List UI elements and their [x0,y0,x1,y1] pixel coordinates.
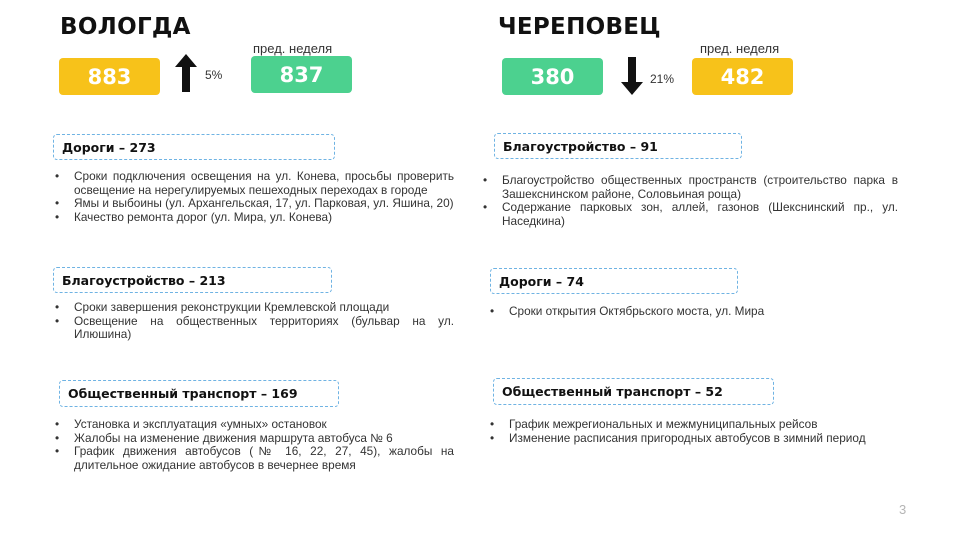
vologda-previous-value: 837 [251,56,352,93]
vologda-category-improvement: Благоустройство – 213 [53,267,332,293]
list-item: • График движения автобусов (№ 16, 22, 27, 45), жалобы на длительное ожидание автобусов в вечернее время [52,445,454,472]
cherepovets-category-roads: Дороги – 74 [490,268,738,294]
list-item: • Сроки завершения реконструкции Кремлевской площади [52,301,454,315]
list-item: • График межрегиональных и межмуниципальных рейсов [487,418,910,432]
cherepovets-title: ЧЕРЕПОВЕЦ [498,14,661,40]
list-item: • Качество ремонта дорог (ул. Мира, ул. Конева) [52,211,454,225]
cherepovets-transport-list [487,418,910,445]
vologda-prev-label: пред. неделя [253,41,333,56]
vologda-transport-list [52,418,454,473]
list-item: • Благоустройство общественных пространств (строительство парка в Зашекснинском районе, Соловьиная роща) [480,174,898,201]
cherepovets-roads-list [487,305,905,319]
list-item: • Сроки подключения освещения на ул. Конева, просьбы проверить освещение на нерегулируемых пешеходных переходах в городе [52,170,454,197]
vologda-improvement-list [52,301,454,342]
vologda-category-transport: Общественный транспорт – 169 [59,380,339,407]
vologda-roads-list [52,170,454,225]
list-item: • Изменение расписания пригородных автобусов в зимний период [487,432,910,446]
list-item: • Ямы и выбоины (ул. Архангельская, 17, ул. Парковая, ул. Яшина, 20) [52,197,454,211]
list-item: • Жалобы на изменение движения маршрута автобуса № 6 [52,432,454,446]
vologda-category-roads: Дороги – 273 [53,134,335,160]
cherepovets-change-pct: 21% [650,72,675,86]
arrow-down-icon [620,57,644,95]
list-item: • Сроки открытия Октябрьского моста, ул. Мира [487,305,905,319]
vologda-title: ВОЛОГДА [60,14,191,40]
cherepovets-previous-value: 482 [692,58,793,95]
vologda-current-value: 883 [59,58,160,95]
cherepovets-category-improvement: Благоустройство – 91 [494,133,742,159]
arrow-up-icon [174,54,198,92]
list-item: • Освещение на общественных территориях (бульвар на ул. Илюшина) [52,315,454,342]
cherepovets-improvement-list [480,174,898,229]
list-item: • Установка и эксплуатация «умных» остановок [52,418,454,432]
cherepovets-current-value: 380 [502,58,603,95]
list-item: • Содержание парковых зон, аллей, газонов (Шекснинский пр., ул. Наседкина) [480,201,898,228]
cherepovets-prev-label: пред. неделя [700,41,780,56]
page-number: 3 [899,502,907,517]
cherepovets-category-transport: Общественный транспорт – 52 [493,378,774,405]
vologda-change-pct: 5% [205,68,223,82]
